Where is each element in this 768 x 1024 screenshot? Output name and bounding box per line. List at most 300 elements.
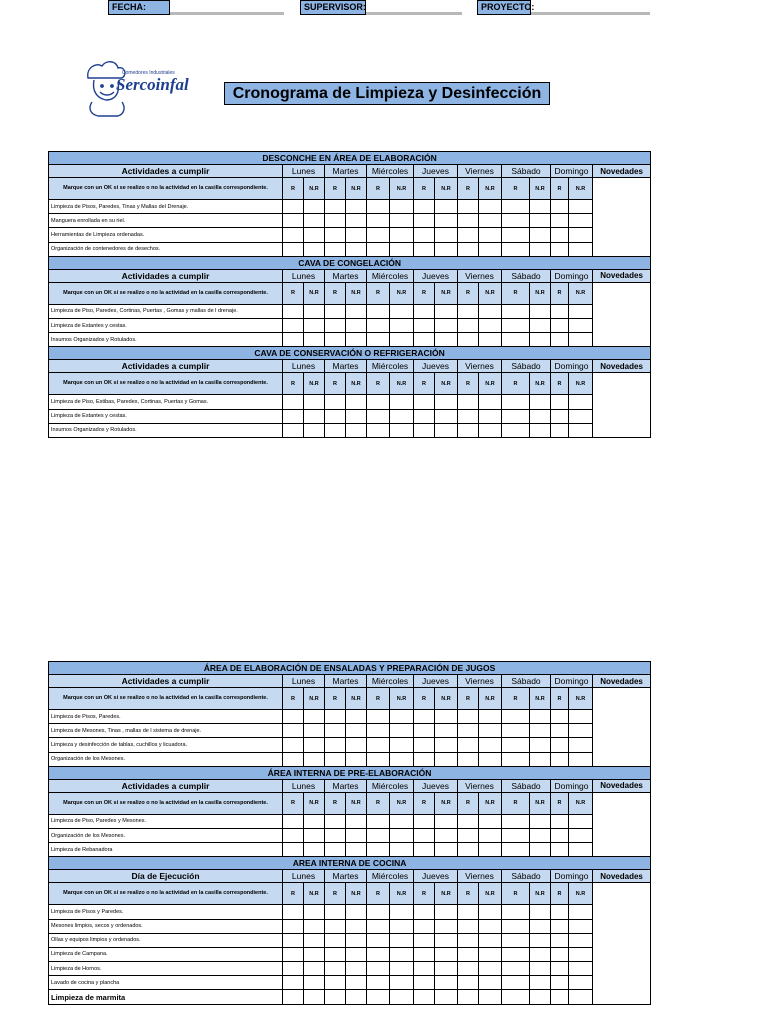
check-cell-r[interactable] xyxy=(283,990,304,1004)
check-cell-nr[interactable] xyxy=(530,318,551,332)
check-cell-r[interactable] xyxy=(414,933,435,947)
check-cell-nr[interactable] xyxy=(530,976,551,990)
check-cell-r[interactable] xyxy=(458,828,479,842)
check-cell-r[interactable] xyxy=(414,752,435,766)
check-cell-nr[interactable] xyxy=(569,947,593,961)
check-cell-nr[interactable] xyxy=(435,318,458,332)
check-cell-nr[interactable] xyxy=(479,828,502,842)
check-cell-r[interactable] xyxy=(367,976,390,990)
check-cell-r[interactable] xyxy=(551,242,569,256)
check-cell-nr[interactable] xyxy=(304,828,325,842)
check-cell-r[interactable] xyxy=(551,947,569,961)
check-cell-r[interactable] xyxy=(414,228,435,242)
check-cell-r[interactable] xyxy=(414,200,435,214)
check-cell-r[interactable] xyxy=(458,962,479,976)
check-cell-nr[interactable] xyxy=(390,395,414,409)
check-cell-nr[interactable] xyxy=(346,843,367,857)
check-cell-r[interactable] xyxy=(551,710,569,724)
check-cell-nr[interactable] xyxy=(346,962,367,976)
check-cell-r[interactable] xyxy=(551,200,569,214)
check-cell-r[interactable] xyxy=(502,710,530,724)
check-cell-r[interactable] xyxy=(458,423,479,437)
check-cell-r[interactable] xyxy=(325,724,346,738)
novedades-cell[interactable] xyxy=(593,883,651,1004)
check-cell-r[interactable] xyxy=(458,214,479,228)
check-cell-r[interactable] xyxy=(502,828,530,842)
check-cell-r[interactable] xyxy=(414,843,435,857)
check-cell-nr[interactable] xyxy=(479,228,502,242)
check-cell-nr[interactable] xyxy=(569,214,593,228)
check-cell-r[interactable] xyxy=(283,752,304,766)
check-cell-nr[interactable] xyxy=(479,423,502,437)
novedades-cell[interactable] xyxy=(593,373,651,438)
check-cell-nr[interactable] xyxy=(435,814,458,828)
check-cell-r[interactable] xyxy=(414,976,435,990)
check-cell-r[interactable] xyxy=(414,423,435,437)
check-cell-nr[interactable] xyxy=(304,843,325,857)
check-cell-r[interactable] xyxy=(502,409,530,423)
check-cell-nr[interactable] xyxy=(569,990,593,1004)
check-cell-nr[interactable] xyxy=(346,318,367,332)
check-cell-nr[interactable] xyxy=(479,242,502,256)
check-cell-nr[interactable] xyxy=(346,990,367,1004)
check-cell-r[interactable] xyxy=(502,976,530,990)
check-cell-r[interactable] xyxy=(458,710,479,724)
check-cell-nr[interactable] xyxy=(304,200,325,214)
check-cell-nr[interactable] xyxy=(569,395,593,409)
check-cell-nr[interactable] xyxy=(346,242,367,256)
check-cell-r[interactable] xyxy=(502,395,530,409)
check-cell-nr[interactable] xyxy=(346,947,367,961)
check-cell-r[interactable] xyxy=(502,724,530,738)
check-cell-nr[interactable] xyxy=(479,814,502,828)
fecha-field[interactable] xyxy=(170,12,284,15)
check-cell-nr[interactable] xyxy=(435,976,458,990)
check-cell-nr[interactable] xyxy=(390,752,414,766)
check-cell-r[interactable] xyxy=(367,423,390,437)
check-cell-nr[interactable] xyxy=(390,919,414,933)
check-cell-r[interactable] xyxy=(325,814,346,828)
check-cell-r[interactable] xyxy=(414,409,435,423)
check-cell-nr[interactable] xyxy=(569,242,593,256)
check-cell-r[interactable] xyxy=(458,738,479,752)
check-cell-nr[interactable] xyxy=(530,905,551,919)
check-cell-r[interactable] xyxy=(414,710,435,724)
check-cell-nr[interactable] xyxy=(390,905,414,919)
check-cell-nr[interactable] xyxy=(435,214,458,228)
check-cell-r[interactable] xyxy=(551,738,569,752)
check-cell-r[interactable] xyxy=(367,814,390,828)
check-cell-nr[interactable] xyxy=(346,409,367,423)
check-cell-nr[interactable] xyxy=(530,947,551,961)
check-cell-r[interactable] xyxy=(458,228,479,242)
check-cell-r[interactable] xyxy=(502,228,530,242)
check-cell-r[interactable] xyxy=(414,318,435,332)
check-cell-r[interactable] xyxy=(551,423,569,437)
check-cell-r[interactable] xyxy=(458,990,479,1004)
check-cell-nr[interactable] xyxy=(530,752,551,766)
check-cell-nr[interactable] xyxy=(569,814,593,828)
check-cell-nr[interactable] xyxy=(479,919,502,933)
check-cell-nr[interactable] xyxy=(435,333,458,347)
check-cell-nr[interactable] xyxy=(435,200,458,214)
check-cell-nr[interactable] xyxy=(346,724,367,738)
check-cell-r[interactable] xyxy=(325,962,346,976)
check-cell-nr[interactable] xyxy=(435,228,458,242)
check-cell-nr[interactable] xyxy=(569,304,593,318)
check-cell-nr[interactable] xyxy=(390,200,414,214)
check-cell-nr[interactable] xyxy=(569,724,593,738)
check-cell-nr[interactable] xyxy=(304,304,325,318)
check-cell-nr[interactable] xyxy=(304,423,325,437)
check-cell-nr[interactable] xyxy=(530,710,551,724)
check-cell-r[interactable] xyxy=(367,905,390,919)
check-cell-r[interactable] xyxy=(367,228,390,242)
supervisor-field[interactable] xyxy=(366,12,462,15)
check-cell-nr[interactable] xyxy=(390,423,414,437)
check-cell-nr[interactable] xyxy=(479,843,502,857)
check-cell-nr[interactable] xyxy=(390,828,414,842)
check-cell-r[interactable] xyxy=(458,947,479,961)
check-cell-r[interactable] xyxy=(367,214,390,228)
check-cell-nr[interactable] xyxy=(435,828,458,842)
check-cell-nr[interactable] xyxy=(530,843,551,857)
check-cell-r[interactable] xyxy=(551,843,569,857)
check-cell-nr[interactable] xyxy=(304,976,325,990)
check-cell-r[interactable] xyxy=(502,242,530,256)
check-cell-nr[interactable] xyxy=(530,814,551,828)
check-cell-r[interactable] xyxy=(325,905,346,919)
check-cell-r[interactable] xyxy=(458,395,479,409)
check-cell-nr[interactable] xyxy=(346,304,367,318)
check-cell-r[interactable] xyxy=(458,409,479,423)
check-cell-r[interactable] xyxy=(551,214,569,228)
check-cell-nr[interactable] xyxy=(346,919,367,933)
check-cell-nr[interactable] xyxy=(479,752,502,766)
check-cell-r[interactable] xyxy=(551,409,569,423)
check-cell-nr[interactable] xyxy=(435,752,458,766)
check-cell-r[interactable] xyxy=(458,724,479,738)
check-cell-r[interactable] xyxy=(551,905,569,919)
check-cell-r[interactable] xyxy=(414,395,435,409)
check-cell-nr[interactable] xyxy=(569,905,593,919)
check-cell-r[interactable] xyxy=(283,333,304,347)
check-cell-nr[interactable] xyxy=(304,228,325,242)
check-cell-r[interactable] xyxy=(458,814,479,828)
check-cell-r[interactable] xyxy=(325,933,346,947)
check-cell-r[interactable] xyxy=(458,318,479,332)
novedades-cell[interactable] xyxy=(593,178,651,257)
check-cell-nr[interactable] xyxy=(304,933,325,947)
check-cell-nr[interactable] xyxy=(530,304,551,318)
check-cell-r[interactable] xyxy=(414,304,435,318)
check-cell-r[interactable] xyxy=(502,214,530,228)
check-cell-r[interactable] xyxy=(551,333,569,347)
check-cell-r[interactable] xyxy=(325,828,346,842)
check-cell-nr[interactable] xyxy=(569,828,593,842)
check-cell-r[interactable] xyxy=(283,919,304,933)
check-cell-r[interactable] xyxy=(414,919,435,933)
check-cell-r[interactable] xyxy=(325,242,346,256)
check-cell-nr[interactable] xyxy=(390,242,414,256)
check-cell-r[interactable] xyxy=(367,724,390,738)
check-cell-r[interactable] xyxy=(283,304,304,318)
check-cell-r[interactable] xyxy=(367,200,390,214)
check-cell-r[interactable] xyxy=(458,304,479,318)
check-cell-r[interactable] xyxy=(458,905,479,919)
check-cell-r[interactable] xyxy=(502,333,530,347)
check-cell-nr[interactable] xyxy=(569,200,593,214)
check-cell-nr[interactable] xyxy=(346,423,367,437)
check-cell-nr[interactable] xyxy=(530,228,551,242)
check-cell-r[interactable] xyxy=(458,242,479,256)
check-cell-r[interactable] xyxy=(502,990,530,1004)
check-cell-nr[interactable] xyxy=(390,933,414,947)
check-cell-r[interactable] xyxy=(458,843,479,857)
check-cell-r[interactable] xyxy=(367,933,390,947)
check-cell-r[interactable] xyxy=(325,843,346,857)
check-cell-nr[interactable] xyxy=(479,395,502,409)
check-cell-r[interactable] xyxy=(283,710,304,724)
check-cell-r[interactable] xyxy=(367,962,390,976)
proyecto-field[interactable] xyxy=(531,12,650,15)
check-cell-r[interactable] xyxy=(283,200,304,214)
check-cell-nr[interactable] xyxy=(530,990,551,1004)
check-cell-r[interactable] xyxy=(367,828,390,842)
check-cell-nr[interactable] xyxy=(390,724,414,738)
check-cell-nr[interactable] xyxy=(390,409,414,423)
check-cell-nr[interactable] xyxy=(569,962,593,976)
check-cell-r[interactable] xyxy=(325,228,346,242)
check-cell-r[interactable] xyxy=(414,214,435,228)
check-cell-r[interactable] xyxy=(551,752,569,766)
check-cell-r[interactable] xyxy=(502,843,530,857)
check-cell-nr[interactable] xyxy=(390,318,414,332)
check-cell-nr[interactable] xyxy=(304,990,325,1004)
check-cell-nr[interactable] xyxy=(304,752,325,766)
check-cell-nr[interactable] xyxy=(479,333,502,347)
check-cell-nr[interactable] xyxy=(304,905,325,919)
check-cell-nr[interactable] xyxy=(346,752,367,766)
check-cell-nr[interactable] xyxy=(435,304,458,318)
check-cell-r[interactable] xyxy=(283,976,304,990)
check-cell-r[interactable] xyxy=(283,933,304,947)
check-cell-nr[interactable] xyxy=(304,395,325,409)
check-cell-nr[interactable] xyxy=(304,724,325,738)
check-cell-r[interactable] xyxy=(551,828,569,842)
check-cell-r[interactable] xyxy=(502,423,530,437)
check-cell-r[interactable] xyxy=(283,738,304,752)
check-cell-nr[interactable] xyxy=(346,710,367,724)
check-cell-nr[interactable] xyxy=(435,710,458,724)
check-cell-nr[interactable] xyxy=(304,333,325,347)
check-cell-nr[interactable] xyxy=(390,976,414,990)
check-cell-nr[interactable] xyxy=(569,919,593,933)
check-cell-nr[interactable] xyxy=(530,333,551,347)
check-cell-r[interactable] xyxy=(325,333,346,347)
check-cell-nr[interactable] xyxy=(346,333,367,347)
check-cell-r[interactable] xyxy=(367,947,390,961)
check-cell-r[interactable] xyxy=(325,919,346,933)
check-cell-nr[interactable] xyxy=(479,905,502,919)
check-cell-r[interactable] xyxy=(325,304,346,318)
check-cell-r[interactable] xyxy=(367,752,390,766)
check-cell-r[interactable] xyxy=(551,318,569,332)
check-cell-r[interactable] xyxy=(502,962,530,976)
novedades-cell[interactable] xyxy=(593,792,651,857)
check-cell-r[interactable] xyxy=(502,738,530,752)
check-cell-r[interactable] xyxy=(367,304,390,318)
check-cell-r[interactable] xyxy=(458,752,479,766)
check-cell-nr[interactable] xyxy=(479,990,502,1004)
check-cell-r[interactable] xyxy=(414,242,435,256)
check-cell-nr[interactable] xyxy=(569,738,593,752)
check-cell-r[interactable] xyxy=(367,919,390,933)
check-cell-r[interactable] xyxy=(283,318,304,332)
check-cell-nr[interactable] xyxy=(479,200,502,214)
check-cell-nr[interactable] xyxy=(435,933,458,947)
check-cell-r[interactable] xyxy=(283,962,304,976)
check-cell-r[interactable] xyxy=(283,843,304,857)
check-cell-r[interactable] xyxy=(551,962,569,976)
check-cell-r[interactable] xyxy=(414,947,435,961)
check-cell-r[interactable] xyxy=(458,919,479,933)
check-cell-r[interactable] xyxy=(367,395,390,409)
check-cell-nr[interactable] xyxy=(479,962,502,976)
check-cell-nr[interactable] xyxy=(569,933,593,947)
check-cell-nr[interactable] xyxy=(390,710,414,724)
check-cell-nr[interactable] xyxy=(530,242,551,256)
check-cell-nr[interactable] xyxy=(479,738,502,752)
check-cell-r[interactable] xyxy=(414,738,435,752)
check-cell-r[interactable] xyxy=(458,200,479,214)
check-cell-nr[interactable] xyxy=(390,962,414,976)
check-cell-nr[interactable] xyxy=(569,228,593,242)
check-cell-r[interactable] xyxy=(283,242,304,256)
check-cell-nr[interactable] xyxy=(479,304,502,318)
check-cell-nr[interactable] xyxy=(530,724,551,738)
check-cell-nr[interactable] xyxy=(304,409,325,423)
check-cell-r[interactable] xyxy=(367,333,390,347)
check-cell-r[interactable] xyxy=(502,304,530,318)
check-cell-r[interactable] xyxy=(367,990,390,1004)
check-cell-nr[interactable] xyxy=(390,333,414,347)
check-cell-r[interactable] xyxy=(414,333,435,347)
check-cell-r[interactable] xyxy=(458,333,479,347)
check-cell-nr[interactable] xyxy=(435,843,458,857)
check-cell-nr[interactable] xyxy=(479,947,502,961)
check-cell-r[interactable] xyxy=(551,933,569,947)
check-cell-nr[interactable] xyxy=(304,919,325,933)
check-cell-r[interactable] xyxy=(502,919,530,933)
check-cell-r[interactable] xyxy=(283,814,304,828)
check-cell-r[interactable] xyxy=(367,710,390,724)
check-cell-nr[interactable] xyxy=(346,395,367,409)
check-cell-nr[interactable] xyxy=(346,228,367,242)
check-cell-nr[interactable] xyxy=(479,409,502,423)
check-cell-nr[interactable] xyxy=(569,318,593,332)
check-cell-nr[interactable] xyxy=(435,947,458,961)
check-cell-r[interactable] xyxy=(551,304,569,318)
check-cell-r[interactable] xyxy=(551,990,569,1004)
check-cell-nr[interactable] xyxy=(304,962,325,976)
check-cell-nr[interactable] xyxy=(435,919,458,933)
check-cell-nr[interactable] xyxy=(530,828,551,842)
check-cell-nr[interactable] xyxy=(435,962,458,976)
check-cell-nr[interactable] xyxy=(569,423,593,437)
check-cell-nr[interactable] xyxy=(304,242,325,256)
check-cell-nr[interactable] xyxy=(530,409,551,423)
check-cell-nr[interactable] xyxy=(346,200,367,214)
check-cell-r[interactable] xyxy=(325,990,346,1004)
check-cell-nr[interactable] xyxy=(479,724,502,738)
check-cell-r[interactable] xyxy=(283,395,304,409)
check-cell-nr[interactable] xyxy=(390,228,414,242)
check-cell-r[interactable] xyxy=(283,828,304,842)
check-cell-r[interactable] xyxy=(502,947,530,961)
check-cell-nr[interactable] xyxy=(304,947,325,961)
check-cell-nr[interactable] xyxy=(530,738,551,752)
check-cell-nr[interactable] xyxy=(390,738,414,752)
check-cell-r[interactable] xyxy=(325,738,346,752)
check-cell-r[interactable] xyxy=(325,318,346,332)
check-cell-r[interactable] xyxy=(367,409,390,423)
check-cell-r[interactable] xyxy=(283,423,304,437)
check-cell-r[interactable] xyxy=(367,738,390,752)
check-cell-nr[interactable] xyxy=(569,976,593,990)
check-cell-r[interactable] xyxy=(502,200,530,214)
check-cell-nr[interactable] xyxy=(435,905,458,919)
check-cell-nr[interactable] xyxy=(569,843,593,857)
check-cell-nr[interactable] xyxy=(346,933,367,947)
check-cell-nr[interactable] xyxy=(304,214,325,228)
check-cell-nr[interactable] xyxy=(304,738,325,752)
check-cell-r[interactable] xyxy=(283,947,304,961)
check-cell-r[interactable] xyxy=(325,976,346,990)
check-cell-r[interactable] xyxy=(551,976,569,990)
check-cell-r[interactable] xyxy=(325,409,346,423)
check-cell-nr[interactable] xyxy=(390,990,414,1004)
check-cell-nr[interactable] xyxy=(346,905,367,919)
check-cell-nr[interactable] xyxy=(569,752,593,766)
check-cell-nr[interactable] xyxy=(390,947,414,961)
check-cell-r[interactable] xyxy=(414,962,435,976)
check-cell-nr[interactable] xyxy=(479,933,502,947)
check-cell-r[interactable] xyxy=(502,318,530,332)
check-cell-r[interactable] xyxy=(551,814,569,828)
check-cell-r[interactable] xyxy=(283,228,304,242)
check-cell-r[interactable] xyxy=(551,919,569,933)
check-cell-nr[interactable] xyxy=(435,409,458,423)
check-cell-nr[interactable] xyxy=(435,990,458,1004)
check-cell-nr[interactable] xyxy=(530,962,551,976)
check-cell-nr[interactable] xyxy=(530,200,551,214)
check-cell-r[interactable] xyxy=(551,724,569,738)
check-cell-r[interactable] xyxy=(551,395,569,409)
check-cell-r[interactable] xyxy=(325,710,346,724)
check-cell-nr[interactable] xyxy=(390,814,414,828)
check-cell-r[interactable] xyxy=(458,933,479,947)
check-cell-nr[interactable] xyxy=(435,242,458,256)
check-cell-nr[interactable] xyxy=(346,976,367,990)
check-cell-r[interactable] xyxy=(325,214,346,228)
check-cell-r[interactable] xyxy=(283,905,304,919)
check-cell-r[interactable] xyxy=(502,752,530,766)
check-cell-nr[interactable] xyxy=(304,710,325,724)
check-cell-r[interactable] xyxy=(325,395,346,409)
check-cell-r[interactable] xyxy=(325,752,346,766)
check-cell-nr[interactable] xyxy=(479,318,502,332)
